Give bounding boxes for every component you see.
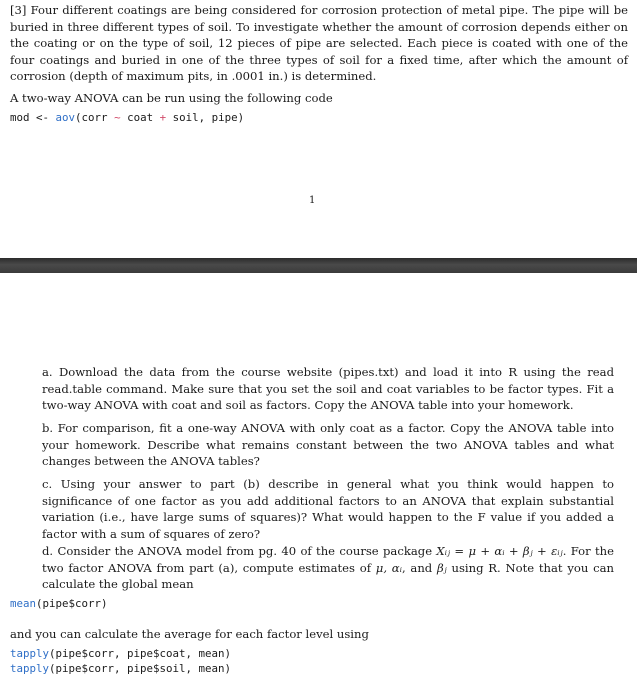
tapply-line — [10, 661, 231, 676]
code-var: mod — [10, 111, 30, 124]
page-divider — [0, 258, 637, 273]
code-fn-tapply: tapply — [10, 662, 50, 675]
question-d-part1: d. Consider the ANOVA model from pg. 40 of the course package — [42, 544, 437, 558]
question-b: b. For comparison, fit a one-way ANOVA with only coat as a factor. Copy the ANOVA table into your homework. Describe what remains constant between the two ANOVA tables and what changes between the ANOVA tables? — [42, 421, 614, 468]
question-d-and: , and — [401, 560, 437, 575]
code-fn-mean: mean — [10, 597, 37, 610]
anova-lead-text: A two-way ANOVA can be run using the following code — [10, 91, 333, 105]
page-number: 1 — [309, 195, 316, 206]
code-fn-aov: aov — [55, 111, 76, 124]
code-tapply-args: (pipe$corr, pipe$soil, mean) — [49, 662, 232, 675]
code-assign: <- — [29, 111, 56, 124]
anova-model-formula: Xᵢⱼ = μ + αᵢ + βⱼ + εᵢⱼ — [436, 544, 563, 558]
code-tapply-args: (pipe$corr, pipe$coat, mean) — [49, 647, 232, 660]
page-top — [0, 0, 637, 258]
question-c: c. Using your answer to part (b) describe in general what you think would happen to significance of one factor as you add additional factors to an ANOVA that explain substantial variation (i.e., have large sums of squares)? What would happen to the F value if you added a factor with a sum of squares of zero? — [42, 477, 614, 541]
code-mean-args: (pipe$corr) — [36, 597, 108, 610]
code-end: soil, pipe) — [166, 111, 245, 124]
code-fn-tapply: tapply — [10, 647, 50, 660]
question-d-part2: . For the two factor ANOVA from part (a), compute estimates of — [42, 544, 615, 575]
tapply-line — [10, 646, 231, 661]
question-a: a. Download the data from the course website (pipes.txt) and load it into R using the read read.table command. Make sure that you set the soil and coat variables to be factor types. Fit a two-way ANOVA with coat and soil as factors. Copy the ANOVA table into your homework. — [42, 365, 614, 412]
tapply-code-block — [10, 646, 231, 676]
intro-paragraph: [3] Four different coatings are being considered for corrosion protection of metal pipe. The pipe will be buried in three different types of soil. To investigate whether the amount of corrosion depends either on the coating or on the type of soil, 12 pieces of pipe are selected. Each piece is coated with one of the four coatings and buried in one of the three types of soil for a fixed time, after which the amount of corrosion (depth of maximum pits, in .0001 in.) is determined. — [10, 3, 628, 83]
code-mid: coat — [120, 111, 160, 124]
code-tilde: ~ — [114, 111, 121, 124]
code-plus: + — [159, 111, 167, 124]
question-d — [42, 543, 614, 593]
question-d-part3: using R. Note that you can calculate the global mean — [42, 560, 614, 591]
code-open: (corr — [75, 111, 115, 124]
question-d-params: μ, αᵢ — [375, 560, 402, 575]
aov-code-line — [10, 110, 244, 125]
question-d-beta: βⱼ — [436, 560, 447, 575]
mean-code-line — [10, 596, 108, 611]
calc-lead-text: and you can calculate the average for each factor level using — [10, 627, 369, 641]
